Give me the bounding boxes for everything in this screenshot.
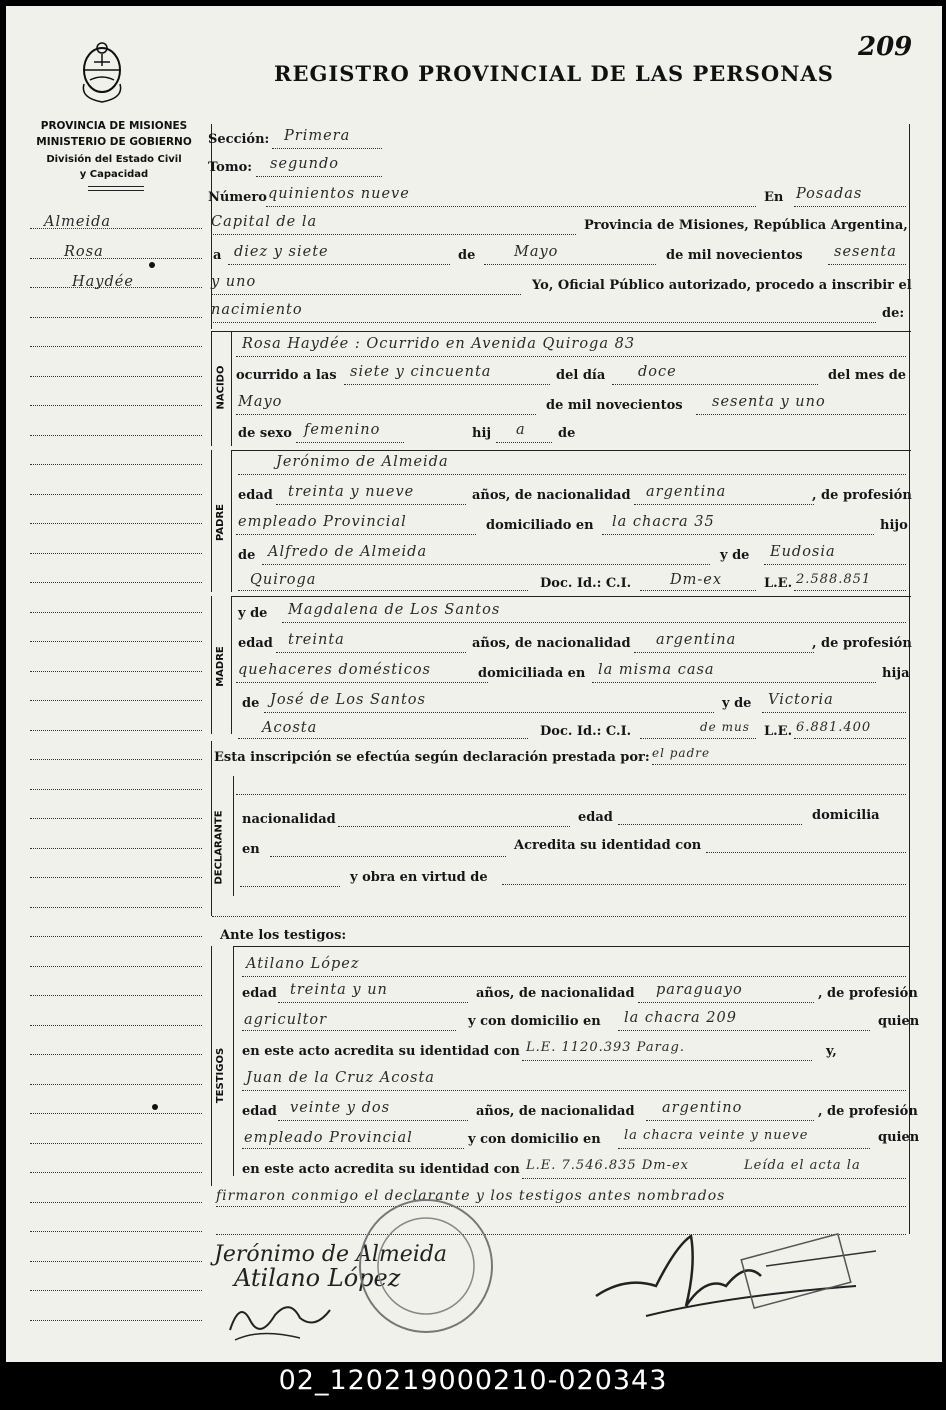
margin-rule <box>30 789 202 790</box>
margin-rule <box>30 464 202 465</box>
margin-rule <box>30 1143 202 1144</box>
margin-rule <box>30 1290 202 1291</box>
testigos-bar-inner <box>233 946 234 1176</box>
value-t1-dom: la chacra 209 <box>624 1010 737 1026</box>
label-t2-quien: quien <box>878 1130 920 1145</box>
value-t1-edad: treinta y un <box>290 982 388 998</box>
margin-rule <box>30 258 202 259</box>
padre-bar-inner <box>231 450 232 592</box>
label-t1-dom: y con domicilio en <box>468 1014 601 1029</box>
margin-rule <box>30 995 202 996</box>
value-madre-dom: la misma casa <box>598 662 715 678</box>
margin-secondname: Haydée <box>72 274 134 290</box>
value-madre-doc: de mus <box>700 720 750 734</box>
margin-surname: Almeida <box>44 214 112 230</box>
label-a: a <box>213 248 222 263</box>
value-t2-edad: veinte y dos <box>290 1100 391 1116</box>
value-madre-nac: argentina <box>656 632 737 648</box>
label-t2-prof: , de profesión <box>818 1104 918 1119</box>
testigos-top <box>233 946 909 947</box>
margin-rule <box>30 641 202 642</box>
label-inscripcion: Esta inscripción se efectúa según declaración prestada por: <box>214 750 650 765</box>
padre-top <box>231 450 911 451</box>
header-ministry: MINISTERIO DE GOBIERNO <box>36 136 192 148</box>
testigos-bar <box>211 946 212 1186</box>
label-hija: hija <box>882 666 910 681</box>
label-yo: Yo, Oficial Público autorizado, procedo a inscribir el <box>532 278 912 293</box>
value-acto: nacimiento <box>211 302 303 318</box>
value-padre-madre: Eudosia <box>770 544 836 560</box>
label-madre-de: de <box>242 696 260 711</box>
margin-rule <box>30 1320 202 1321</box>
label-t1-nac: años, de nacionalidad <box>476 986 635 1001</box>
value-anio: sesenta <box>834 244 897 260</box>
official-stamp-icon <box>336 1196 516 1336</box>
label-t1-y: y, <box>826 1044 837 1059</box>
value-padre-edad: treinta y nueve <box>288 484 415 500</box>
label-padre-y-de: y de <box>720 548 750 563</box>
margin-rule <box>30 1054 202 1055</box>
label-padre: PADRE <box>214 504 226 541</box>
label-nacido: NACIDO <box>215 365 227 410</box>
value-t2-nombre: Juan de la Cruz Acosta <box>246 1070 435 1086</box>
document-id: 02_120219000210-020343 <box>278 1365 668 1396</box>
label-t2-dom: y con domicilio en <box>468 1132 601 1147</box>
margin-rule <box>30 376 202 377</box>
label-padre-prof: , de profesión <box>812 488 912 503</box>
nacido-bar-inner <box>231 331 232 446</box>
value-madre-padre: José de Los Santos <box>270 692 426 708</box>
label-t1-prof: , de profesión <box>818 986 918 1001</box>
value-t2-id: L.E. 7.546.835 Dm-ex <box>526 1158 689 1173</box>
value-t1-nac: paraguayo <box>656 982 743 998</box>
margin-rule <box>30 730 202 731</box>
margin-rule <box>30 1084 202 1085</box>
margin-rule <box>30 435 202 436</box>
madre-bar <box>211 596 212 734</box>
label-mil-novecientos-2: de mil novecientos <box>546 398 683 413</box>
label-ante: Ante los testigos: <box>220 928 347 943</box>
nacido-bar <box>211 331 212 446</box>
padre-bar <box>211 450 212 592</box>
value-lugar: Capital de la <box>211 214 318 230</box>
margin-rule <box>30 1113 202 1114</box>
margin-rule <box>30 523 202 524</box>
margin-rule <box>30 877 202 878</box>
label-tomo: Tomo: <box>208 160 253 175</box>
label-de: de <box>458 248 476 263</box>
value-t2-nac: argentino <box>662 1100 743 1116</box>
label-decl-edad: edad <box>578 810 613 825</box>
margin-rule <box>30 671 202 672</box>
label-decl-en: en <box>242 842 260 857</box>
value-cierre2: firmaron conmigo el declarante y los testigos antes nombrados <box>216 1188 726 1204</box>
label-madre-prof: , de profesión <box>812 636 912 651</box>
official-signature <box>586 1216 886 1336</box>
value-mes-nac: Mayo <box>238 394 283 410</box>
label-madre-le: L.E. <box>764 724 793 739</box>
label-seccion: Sección: <box>208 132 270 147</box>
header-division: División del Estado Civil <box>46 154 182 165</box>
value-padre-nombre: Jerónimo de Almeida <box>276 454 449 470</box>
margin-rule <box>30 1231 202 1232</box>
value-hij: a <box>516 422 526 438</box>
value-padre-nac: argentina <box>646 484 727 500</box>
label-testigos: TESTIGOS <box>215 1047 227 1104</box>
value-hora: siete y cincuenta <box>350 364 492 380</box>
label-decl-domicilia: domicilia <box>812 808 880 823</box>
value-madre-madre2: Acosta <box>262 720 318 736</box>
header-province: PROVINCIA DE MISIONES <box>40 120 188 132</box>
punch-hole <box>149 262 155 268</box>
margin-rule <box>30 818 202 819</box>
label-decl-acredita: Acredita su identidad con <box>514 838 702 853</box>
margin-rule <box>30 405 202 406</box>
page-title: REGISTRO PROVINCIAL DE LAS PERSONAS <box>274 61 834 86</box>
value-numero: quinientos nueve <box>268 186 410 202</box>
value-padre-doc: Dm-ex <box>670 572 723 588</box>
madre-bar-inner <box>231 596 232 734</box>
signature-witness1: Atilano López <box>234 1264 401 1292</box>
header-underline <box>88 186 144 187</box>
label-numero: Número <box>208 190 267 205</box>
value-t2-prof: empleado Provincial <box>244 1130 413 1146</box>
label-t1-quien: quien <box>878 1014 920 1029</box>
margin-rule <box>30 1025 202 1026</box>
label-madre-doc: Doc. Id.: C.I. <box>540 724 632 739</box>
madre-top <box>231 596 911 597</box>
value-cierre1: Leída el acta la <box>744 1158 861 1173</box>
value-anio2: y uno <box>211 274 257 290</box>
label-t1-edad: edad <box>242 986 277 1001</box>
value-madre-nombre: Magdalena de Los Santos <box>288 602 501 618</box>
nacido-top <box>211 331 911 332</box>
value-dia: diez y siete <box>234 244 329 260</box>
signature-father: Jerónimo de Almeida <box>214 1242 448 1267</box>
punch-hole <box>152 1104 158 1110</box>
value-madre-madre: Victoria <box>768 692 834 708</box>
margin-rule <box>30 1202 202 1203</box>
label-mil-novecientos: de mil novecientos <box>666 248 803 263</box>
value-padre-dom: la chacra 35 <box>612 514 715 530</box>
value-padre-prof: empleado Provincial <box>238 514 407 530</box>
label-del-dia: del día <box>556 368 606 383</box>
margin-rule <box>30 936 202 937</box>
value-madre-le: 6.881.400 <box>796 720 872 735</box>
value-t1-nombre: Atilano López <box>246 956 360 972</box>
label-t2-nac: años, de nacionalidad <box>476 1104 635 1119</box>
label-padre-le: L.E. <box>764 576 793 591</box>
label-decl-obra: y obra en virtud de <box>350 870 488 885</box>
value-tomo: segundo <box>270 156 339 172</box>
value-mes: Mayo <box>514 244 559 260</box>
value-padre-le: 2.588.851 <box>796 572 872 587</box>
value-declarante: el padre <box>652 746 711 760</box>
value-madre-prof: quehaceres domésticos <box>238 662 431 678</box>
label-t1-en-este-acto: en este acto acredita su identidad con <box>242 1044 520 1059</box>
margin-rule <box>30 346 202 347</box>
label-padre-doc: Doc. Id.: C.I. <box>540 576 632 591</box>
label-padre-nac: años, de nacionalidad <box>472 488 631 503</box>
value-t2-dom: la chacra veinte y nueve <box>624 1128 809 1143</box>
margin-rule <box>30 553 202 554</box>
margin-rule <box>30 759 202 760</box>
margin-rule <box>30 700 202 701</box>
value-padre-madre2: Quiroga <box>250 572 317 588</box>
label-del-mes: del mes de <box>828 368 907 383</box>
margin-rule <box>30 1172 202 1173</box>
label-madre-nac: años, de nacionalidad <box>472 636 631 651</box>
coat-of-arms-icon <box>80 40 124 104</box>
value-padre-padre: Alfredo de Almeida <box>268 544 428 560</box>
label-declarante: DECLARANTE <box>213 810 225 885</box>
margin-rule <box>30 1261 202 1262</box>
value-madre-edad: treinta <box>288 632 345 648</box>
value-seccion: Primera <box>284 128 351 144</box>
margin-rule <box>30 612 202 613</box>
margin-rule <box>30 848 202 849</box>
value-t1-prof: agricultor <box>244 1012 328 1028</box>
label-hijo: hijo <box>880 518 908 533</box>
label-madre-y-de-2: y de <box>722 696 752 711</box>
label-en: En <box>764 190 784 205</box>
label-madre: MADRE <box>214 646 226 687</box>
serial-number: 209 <box>858 32 913 62</box>
margin-rule <box>30 966 202 967</box>
margin-firstname: Rosa <box>64 244 104 260</box>
value-sexo: femenino <box>304 422 381 438</box>
margin-rule <box>30 907 202 908</box>
header-underline <box>88 190 144 191</box>
label-sexo: de sexo <box>238 426 292 441</box>
label-padre-de: de <box>238 548 256 563</box>
label-de-2: de <box>558 426 576 441</box>
value-anio-nac: sesenta y uno <box>712 394 826 410</box>
label-hij: hij <box>472 426 492 441</box>
label-padre-edad: edad <box>238 488 273 503</box>
label-madre-edad: edad <box>238 636 273 651</box>
value-t1-id: L.E. 1120.393 Parag. <box>526 1040 686 1055</box>
label-t2-en-este-acto: en este acto acredita su identidad con <box>242 1162 520 1177</box>
margin-rule <box>30 582 202 583</box>
label-madre-y-de: y de <box>238 606 268 621</box>
signature-witness2 <box>220 1290 340 1350</box>
value-nacido-nombre: Rosa Haydée : Ocurrido en Avenida Quiroga 83 <box>242 336 636 352</box>
label-provincia: Provincia de Misiones, República Argentina, <box>584 218 908 233</box>
label-de-colon: de: <box>882 306 905 321</box>
header-capacity: y Capacidad <box>79 169 149 180</box>
margin-rule <box>30 494 202 495</box>
value-dia-nac: doce <box>638 364 677 380</box>
declarante-bar <box>211 776 212 896</box>
declarante-bar-inner <box>233 776 234 896</box>
label-padre-dom: domiciliado en <box>486 518 594 533</box>
label-ocurrido: ocurrido a las <box>236 368 337 383</box>
label-t2-edad: edad <box>242 1104 277 1119</box>
certificate-page <box>6 6 942 1362</box>
value-en: Posadas <box>796 186 863 202</box>
label-madre-dom: domiciliada en <box>478 666 586 681</box>
label-decl-nacionalidad: nacionalidad <box>242 812 336 827</box>
margin-rule <box>30 317 202 318</box>
